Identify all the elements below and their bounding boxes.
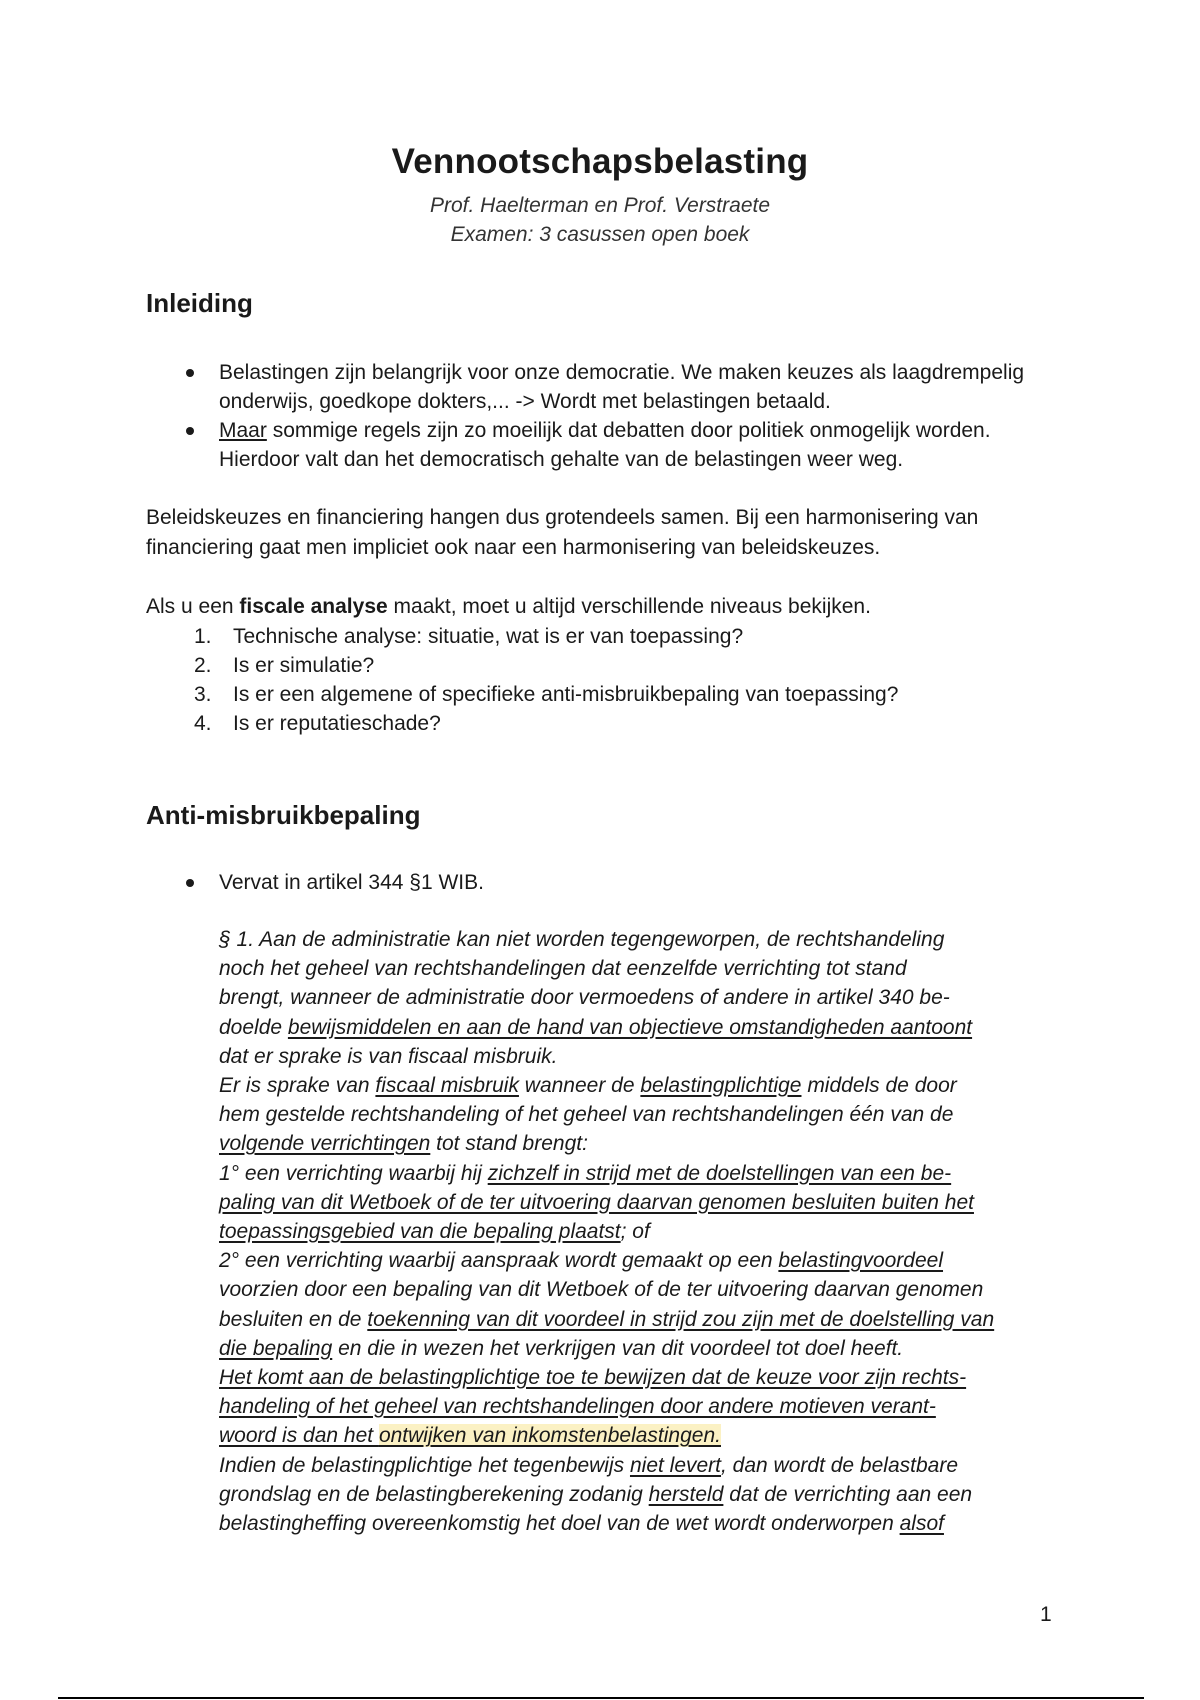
quote-line [219, 1509, 1099, 1538]
inleiding-bullet-list [146, 358, 1046, 474]
text-run: besluiten en de [219, 1307, 368, 1331]
list-item [146, 680, 1046, 709]
list-number: 3. [194, 683, 212, 706]
quote-line: dat er sprake is van fiscaal misbruik. [219, 1044, 558, 1068]
page-bottom-divider [58, 1697, 1144, 1699]
underlined-text: fiscaal misbruik [375, 1074, 519, 1098]
document-subtitle-professors: Prof. Haelterman en Prof. Verstraete [429, 194, 771, 217]
underlined-text: Het komt aan de belastingplichtige toe te bewijzen dat de keuze voor zijn rechts- [219, 1366, 967, 1390]
text-run: 2° een verrichting waarbij aanspraak wordt gemaakt op een [219, 1249, 779, 1273]
list-item [146, 651, 1046, 680]
list-item [146, 358, 1046, 416]
text-run: dat de verrichting aan een [723, 1482, 973, 1506]
document-subtitle-exam: Examen: 3 casussen open boek [450, 223, 750, 246]
text-run: doelde [219, 1015, 288, 1039]
highlighted-text: ontwijken van inkomstenbelastingen. [378, 1424, 721, 1448]
list-text: Is er simulatie? [233, 654, 375, 677]
underlined-text: niet levert [629, 1453, 722, 1477]
quote-line: § 1. Aan de administratie kan niet worden tegengeworpen, de rechtshandeling [219, 928, 945, 951]
underlined-text: toepassingsgebied van die bepaling plaatst [219, 1220, 621, 1244]
underlined-text: belastingplichtige [640, 1074, 802, 1098]
bullet-text: Vervat in artikel 344 §1 WIB. [219, 871, 484, 894]
quote-line [219, 1188, 1099, 1217]
quote-line: hem gestelde rechtshandeling of het geheel van rechtshandelingen één van de [219, 1103, 954, 1127]
document-title: Vennootschapsbelasting [391, 142, 809, 181]
quote-line [219, 1392, 1099, 1421]
list-item [146, 622, 1046, 651]
list-text: Is er reputatieschade? [233, 712, 441, 735]
underlined-text: bewijsmiddelen en aan de hand van objectieve omstandigheden aantoont [287, 1015, 973, 1039]
text-run: Indien de belastingplichtige het tegenbewijs [219, 1453, 630, 1477]
text-run: belastingheffing overeenkomstig het doel van de wet wordt onderworpen [219, 1512, 900, 1536]
text-run: wanneer de [518, 1074, 641, 1098]
bullet-underlined-word: Maar [219, 419, 267, 442]
list-text: Technische analyse: situatie, wat is er van toepassing? [233, 625, 744, 648]
quote-line [219, 1363, 1099, 1392]
paragraph-beleidskeuzes: Beleidskeuzes en financiering hangen dus grotendeels samen. Bij een harmonisering van financiering gaat men impliciet ook naar een harmonisering van beleidskeuzes. [146, 506, 979, 559]
underlined-text: belastingvoordeel [778, 1249, 944, 1273]
text-run: Als u een [146, 595, 240, 618]
text-run: middels de door [801, 1074, 957, 1098]
text-run: grondslag en de belastingberekening zodanig [219, 1482, 649, 1506]
text-run: ; of [620, 1220, 650, 1244]
list-number: 4. [194, 712, 212, 735]
quote-line [219, 1246, 1099, 1275]
bullet-text: sommige regels zijn zo moeilijk dat debatten door politiek onmogelijk worden. Hierdoor valt dan het democratisch gehalte van de belastingen weer weg. [219, 419, 991, 471]
quote-line [219, 1451, 1099, 1480]
anti-misbruik-bullet-list [146, 868, 1046, 897]
text-run: maakt, moet u altijd verschillende niveaus bekijken. [387, 595, 871, 618]
bold-term: fiscale analyse [239, 595, 388, 618]
quote-line: voorzien door een bepaling van dit Wetboek of de ter uitvoering daarvan genomen [219, 1278, 984, 1302]
quote-line [219, 1071, 1099, 1100]
text-run: en die in wezen het verkrijgen van dit voordeel tot doel heeft. [332, 1336, 904, 1360]
underlined-text: die bepaling [219, 1336, 333, 1360]
underlined-text: paling van dit Wetboek of de ter uitvoering daarvan genomen besluiten buiten het [219, 1190, 974, 1214]
underlined-text: volgende verrichtingen [219, 1132, 431, 1156]
quote-line [219, 1305, 1099, 1334]
list-number: 2. [194, 654, 212, 677]
bullet-text: Belastingen zijn belangrijk voor onze democratie. We maken keuzes als laagdrempelig onderwijs, goedkope dokters,... -> Wordt met belastingen betaald. [219, 361, 1025, 413]
heading-anti-misbruikbepaling: Anti-misbruikbepaling [146, 800, 421, 830]
quote-line [219, 1480, 1099, 1509]
underlined-text: hersteld [648, 1482, 724, 1506]
quote-line [219, 1217, 1099, 1246]
quote-line: noch het geheel van rechtshandelingen dat eenzelfde verrichting tot stand [219, 957, 907, 981]
underlined-text: toekenning van dit voordeel in strijd zou zijn met de doelstelling van [367, 1307, 995, 1331]
quote-line [219, 1129, 1099, 1158]
underlined-text: handeling of het geheel van rechtshandelingen door andere motieven verant- [219, 1395, 936, 1419]
list-item [146, 416, 1046, 474]
text-run: , dan wordt de belastbare [721, 1453, 959, 1477]
list-text: Is er een algemene of specifieke anti-misbruikbepaling van toepassing? [233, 683, 899, 706]
list-item [146, 868, 1046, 897]
quote-line [219, 1421, 1099, 1450]
list-item [146, 709, 1046, 738]
text-run: Er is sprake van [219, 1074, 376, 1098]
quote-line [219, 1334, 1099, 1363]
paragraph-fiscale-analyse [146, 592, 1086, 622]
underlined-text: zichzelf in strijd met de doelstellingen van een be- [487, 1161, 952, 1185]
underlined-text: woord is dan het [219, 1424, 379, 1448]
quote-line: brengt, wanneer de administratie door vermoedens of andere in artikel 340 be- [219, 986, 950, 1010]
analysis-steps-list [146, 622, 1046, 738]
quote-line [219, 1159, 1099, 1188]
legal-quote-article-344 [219, 925, 1099, 1538]
page-number: 1 [1040, 1603, 1052, 1626]
heading-inleiding: Inleiding [146, 288, 253, 318]
quote-line [219, 1013, 1099, 1042]
list-number: 1. [194, 625, 212, 648]
text-run: tot stand brengt: [430, 1132, 588, 1156]
underlined-text: alsof [899, 1512, 944, 1536]
text-run: 1° een verrichting waarbij hij [219, 1161, 488, 1185]
